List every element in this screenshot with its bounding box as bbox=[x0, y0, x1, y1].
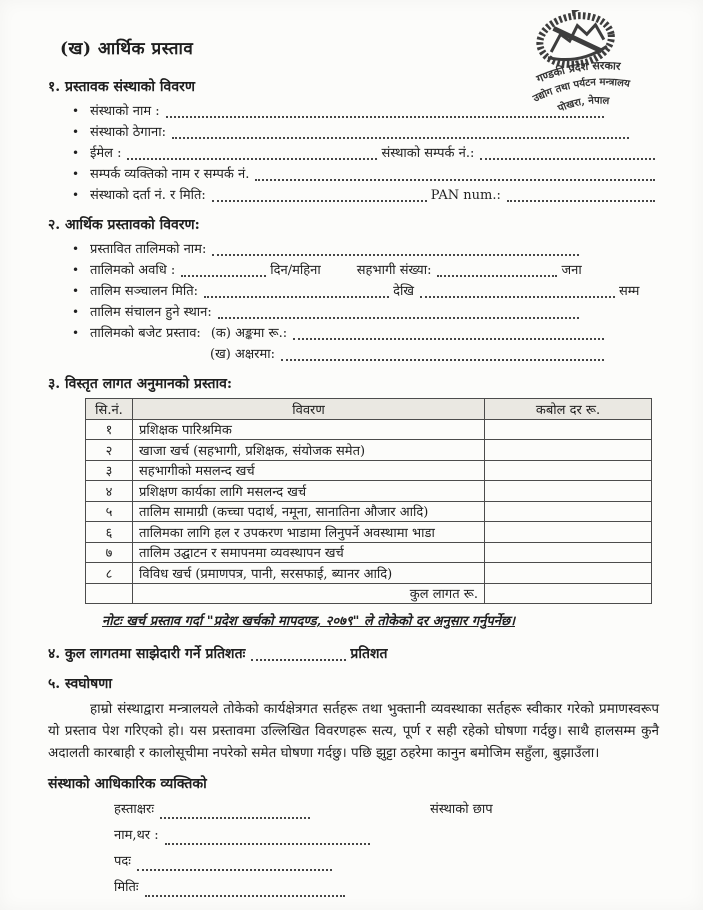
dotted-blank bbox=[251, 648, 346, 661]
dotted-blank bbox=[127, 147, 377, 160]
row-rate bbox=[485, 460, 652, 481]
row-rate bbox=[485, 419, 652, 440]
dotted-blank bbox=[480, 147, 655, 160]
empty-cell bbox=[86, 583, 133, 604]
row-rate bbox=[485, 501, 652, 522]
table-row bbox=[86, 563, 652, 584]
bullet-icon: • bbox=[72, 188, 80, 202]
org-contact-no-label: संस्थाको सम्पर्क नं.: bbox=[381, 146, 475, 161]
row-sn: ७ bbox=[86, 542, 133, 563]
bullet-icon: • bbox=[72, 242, 80, 256]
pan-label: PAN num.: bbox=[430, 188, 501, 203]
ministry-stamp-icon bbox=[496, 10, 660, 126]
table-row bbox=[86, 542, 652, 563]
duration-label: तालिमको अवधि : bbox=[90, 263, 176, 278]
bullet-icon: • bbox=[72, 263, 80, 277]
bullet-icon: • bbox=[72, 146, 80, 160]
table-row bbox=[86, 440, 652, 461]
dotted-blank bbox=[437, 264, 557, 277]
stamp-text-ministry: उद्योग तथा पर्यटन मन्त्रालय bbox=[531, 76, 631, 105]
table-row bbox=[86, 460, 652, 481]
col-header-description: विवरण bbox=[133, 399, 485, 420]
row-description: विविध खर्च (प्रमाणपत्र, पानी, सरसफाई, ब्यानर आदि) bbox=[133, 563, 485, 584]
row-description: प्रशिक्षण कार्यका लागि मसलन्द खर्च bbox=[133, 481, 485, 502]
field-training-venue bbox=[72, 302, 659, 323]
field-email-contact bbox=[72, 143, 659, 164]
row-sn: ३ bbox=[86, 460, 133, 481]
form-heading: (ख) आर्थिक प्रस्ताव bbox=[60, 39, 194, 59]
training-name-label: प्रस्तावित तालिमको नाम: bbox=[90, 242, 207, 257]
row-sn: ५ bbox=[86, 501, 133, 522]
table-total-row bbox=[86, 583, 652, 604]
bullet-icon: • bbox=[72, 305, 80, 319]
dotted-blank bbox=[255, 168, 655, 181]
dotted-blank bbox=[145, 884, 345, 897]
row-rate bbox=[485, 563, 652, 584]
budget-label: तालिमको बजेट प्रस्ताव: bbox=[90, 326, 201, 341]
row-description: प्रशिक्षक पारिश्रमिक bbox=[133, 419, 485, 440]
field-date bbox=[114, 875, 659, 901]
svg-text:पोखरा, नेपाल bbox=[554, 90, 612, 115]
row-sn: १ bbox=[86, 419, 133, 440]
field-training-dates bbox=[72, 281, 659, 302]
field-budget-figures bbox=[72, 323, 659, 344]
field-name-surname bbox=[114, 823, 659, 849]
signature-label: हस्ताक्षरः bbox=[114, 802, 155, 817]
participants-unit: जना bbox=[561, 263, 582, 278]
date-label: मितिः bbox=[114, 880, 139, 895]
row-rate bbox=[485, 522, 652, 543]
training-date-label: तालिम सञ्चालन मिति: bbox=[90, 284, 199, 299]
total-label: कुल लागत रू. bbox=[133, 583, 485, 604]
dotted-blank bbox=[420, 285, 615, 298]
bullet-icon: • bbox=[72, 167, 80, 181]
field-duration-participants bbox=[72, 260, 659, 281]
section5-title: ५. स्वघोषणा bbox=[48, 676, 112, 692]
row-sn: २ bbox=[86, 440, 133, 461]
training-venue-label: तालिम संचालन हुने स्थान: bbox=[90, 305, 212, 320]
table-row bbox=[86, 522, 652, 543]
dotted-blank bbox=[165, 832, 370, 845]
section1-title: १. प्रस्तावक संस्थाको विवरण bbox=[48, 79, 195, 95]
declaration-paragraph: हाम्रो संस्थाद्वारा मन्त्रालयले तोकेको कार्यक्षेत्रगत सर्तहरू तथा भुक्तानी व्यवस्थाका सर्तहरू स्वीकार गरेको प्रमाणस्वरूप यो प्रस्ताव पेश गरिएको हो। यस प्रस्तावमा उल्लिखित विवरणहरू सत्य, पूर्ण र सही रहेको घोषणा गर्दछु। साथै हालसम्म कुनै अदालती कारबाही र कालोसूचीमा नपरेको समेत घोषणा गर्दछु। पछि झुट्टा ठहरेमा कानुन बमोजिम सहुँला, बुझाउँला। bbox=[48, 701, 659, 761]
stamp-text-location: पोखरा, नेपाल bbox=[556, 95, 610, 115]
bullet-icon: • bbox=[72, 104, 80, 118]
post-label: पदः bbox=[114, 854, 131, 869]
row-rate bbox=[485, 542, 652, 563]
dotted-blank bbox=[212, 243, 579, 256]
dotted-blank bbox=[212, 189, 427, 202]
dotted-blank bbox=[281, 348, 604, 361]
total-value bbox=[485, 583, 652, 604]
email-label: ईमेल : bbox=[90, 146, 122, 161]
table-row bbox=[86, 419, 652, 440]
signature-block bbox=[114, 797, 659, 901]
dotted-blank bbox=[507, 189, 655, 202]
dotted-blank bbox=[204, 285, 389, 298]
table-header-row bbox=[86, 399, 652, 420]
row-sn: ८ bbox=[86, 563, 133, 584]
to-word: सम्म bbox=[618, 284, 640, 299]
row-rate bbox=[485, 440, 652, 461]
field-budget-words bbox=[210, 344, 659, 365]
bullet-icon: • bbox=[72, 326, 80, 340]
dotted-blank bbox=[137, 858, 332, 871]
col-header-sn: सि.नं. bbox=[86, 399, 133, 420]
org-seal-label: संस्थाको छाप bbox=[430, 802, 493, 817]
row-description: तालिमका लागि हल र उपकरण भाडामा लिनुपर्ने अवस्थामा भाडा bbox=[133, 522, 485, 543]
row-description: खाजा खर्च (सहभागी, प्रशिक्षक, संयोजक समेत) bbox=[133, 440, 485, 461]
bullet-icon: • bbox=[72, 125, 80, 139]
row-sn: ४ bbox=[86, 481, 133, 502]
bullet-icon: • bbox=[72, 284, 80, 298]
field-share-percentage bbox=[48, 644, 659, 665]
section3-title: ३. विस्तृत लागत अनुमानको प्रस्ताव: bbox=[48, 376, 233, 392]
share-percentage-label: ४. कुल लागतमा साझेदारी गर्ने प्रतिशतः bbox=[48, 646, 246, 662]
dotted-blank bbox=[172, 126, 629, 139]
percentage-unit: प्रतिशत bbox=[350, 646, 388, 662]
org-address-label: संस्थाको ठेगाना: bbox=[90, 125, 166, 140]
name-surname-label: नाम,थर : bbox=[114, 828, 159, 843]
dotted-blank bbox=[218, 306, 579, 319]
col-header-rate: कबोल दर रू. bbox=[485, 399, 652, 420]
dotted-blank bbox=[181, 264, 266, 277]
field-training-name bbox=[72, 239, 659, 260]
table-row bbox=[86, 481, 652, 502]
row-description: तालिम सामाग्री (कच्चा पदार्थ, नमूना, सानातिना औजार आदि) bbox=[133, 501, 485, 522]
row-sn: ६ bbox=[86, 522, 133, 543]
row-rate bbox=[485, 481, 652, 502]
stamp-text-government: गण्डकी प्रदेश सरकार bbox=[534, 58, 622, 86]
duration-unit: दिन/महिना bbox=[270, 263, 321, 278]
field-signature bbox=[114, 797, 659, 823]
registration-label: संस्थाको दर्ता नं. र मिति: bbox=[90, 188, 206, 203]
section2-title: २. आर्थिक प्रस्तावको विवरण: bbox=[48, 217, 200, 233]
field-contact-person bbox=[72, 164, 659, 185]
row-description: तालिम उद्घाटन र समापनमा व्यवस्थापन खर्च bbox=[133, 542, 485, 563]
dotted-blank bbox=[160, 806, 310, 819]
budget-figures-label: (क) अङ्कमा रू.: bbox=[210, 326, 288, 341]
from-word: देखि bbox=[393, 284, 414, 299]
table-row bbox=[86, 501, 652, 522]
field-registration-pan bbox=[72, 185, 659, 206]
budget-words-label: (ख) अक्षरमा: bbox=[210, 347, 276, 362]
cost-estimate-table bbox=[85, 398, 652, 604]
field-post bbox=[114, 849, 659, 875]
signature-heading: संस्थाको आधिकारिक व्यक्तिको bbox=[48, 776, 207, 792]
row-description: सहभागीको मसलन्द खर्च bbox=[133, 460, 485, 481]
org-name-label: संस्थाको नाम : bbox=[90, 104, 160, 119]
dotted-blank bbox=[293, 327, 604, 340]
contact-person-label: सम्पर्क व्यक्तिको नाम र सम्पर्क नं. bbox=[90, 167, 250, 182]
table-note: नोटः खर्च प्रस्ताव गर्दा "प्रदेश खर्चको मापदण्ड, २०७९" ले तोकेको दर अनुसार गर्नुपर्नेछ। bbox=[102, 614, 515, 629]
participants-label: सहभागी संख्या: bbox=[356, 263, 432, 278]
